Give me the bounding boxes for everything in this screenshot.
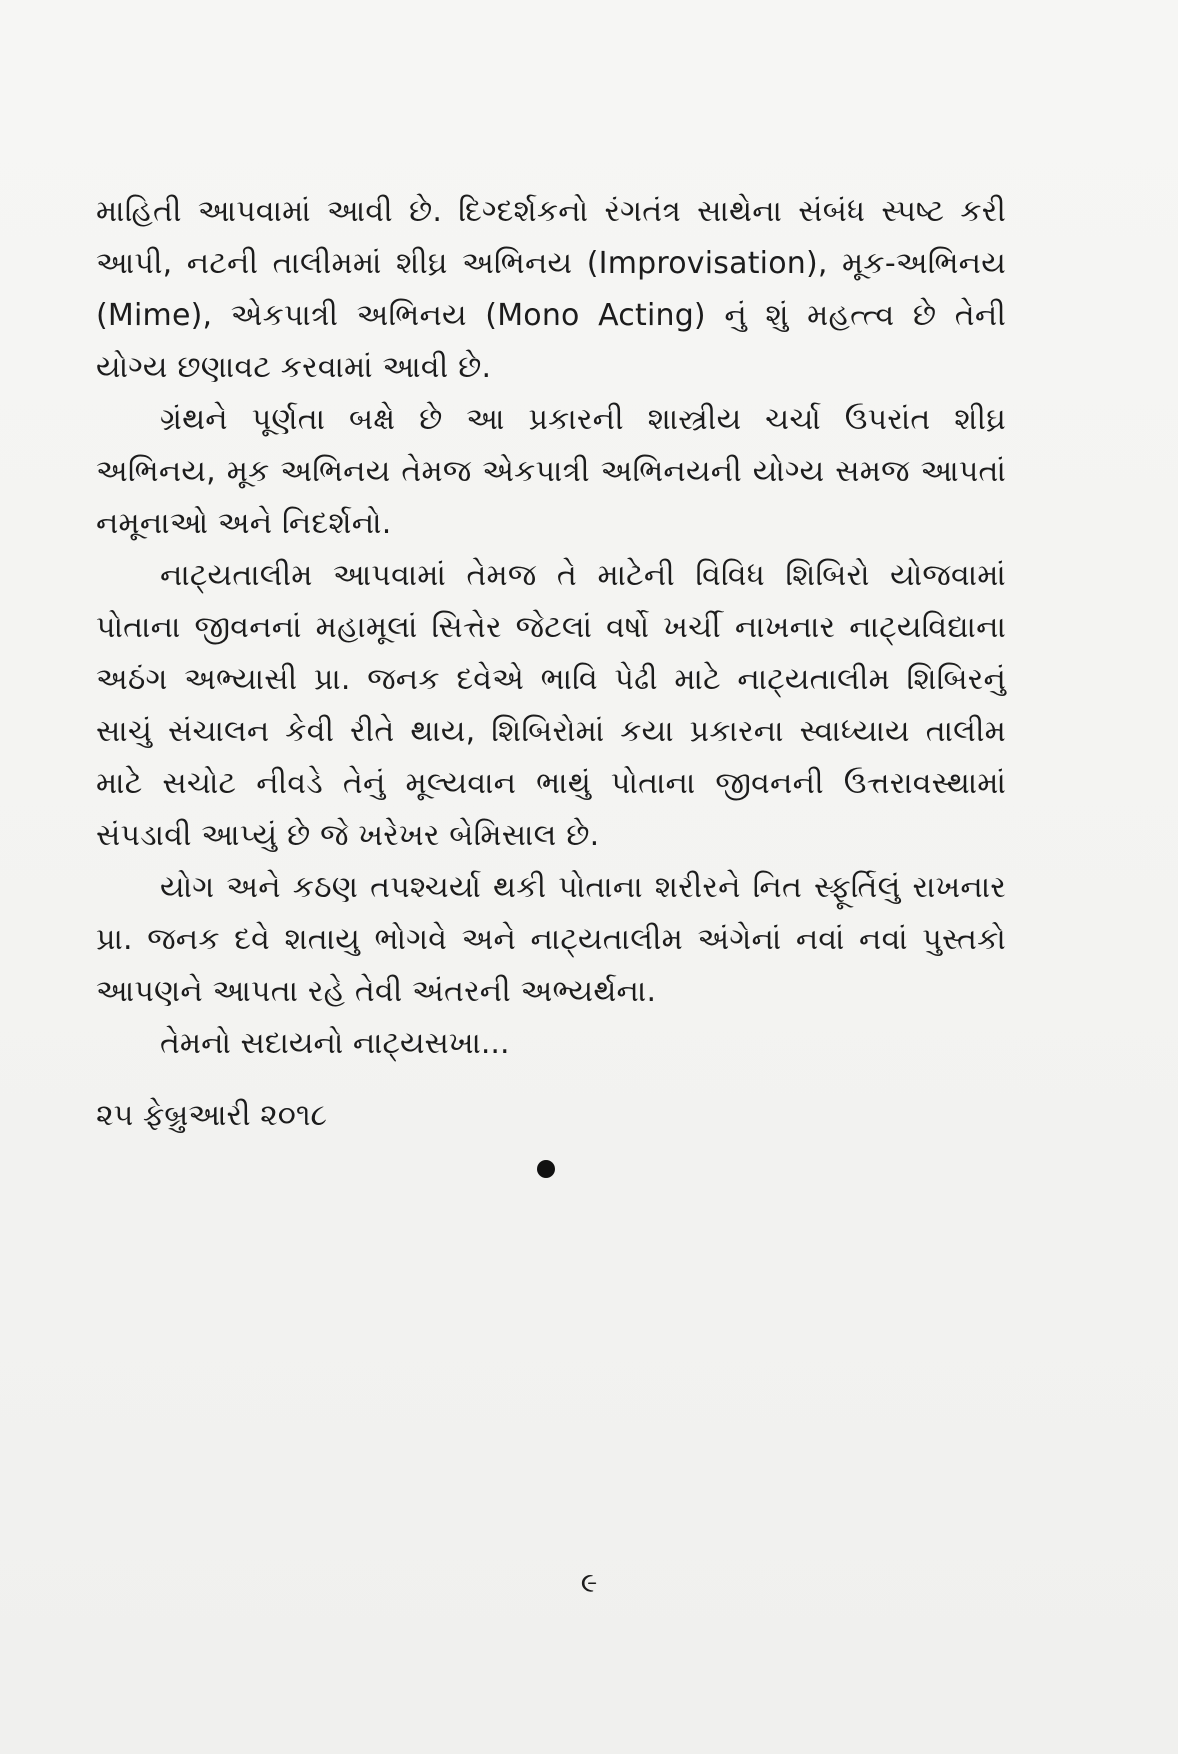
date-line: ૨૫ ફેબ્રુઆરી ૨૦૧૮ (96, 1098, 328, 1133)
paragraph-3: નાટ્યતાલીમ આપવામાં તેમજ તે માટેની વિવિધ શિબિરો યોજવામાં પોતાના જીવનનાં મહામૂલાં સિત્તેર જેટલાં વર્ષો ખર્ચી નાખનાર નાટ્યવિદ્યાના અઠંગ અભ્યાસી પ્રા. જનક દવેએ ભાવિ પેઢી માટે નાટ્યતાલીમ શિબિરનું સાચું સંચાલન કેવી રીતે થાય, શિબિરોમાં કયા પ્રકારના સ્વાધ્યાય તાલીમ માટે સચોટ નીવડે તેનું મૂલ્યવાન ભાથું પોતાના જીવનની ઉત્તરાવસ્થામાં સંપડાવી આપ્યું છે જે ખરેખર બેમિસાલ છે. (96, 558, 1006, 853)
paragraph-4: યોગ અને કઠણ તપશ્ચર્યા થકી પોતાના શરીરને નિત સ્ફૂર્તિલું રાખનાર પ્રા. જનક દવે શતાયુ ભોગવે અને નાટ્યતાલીમ અંગેનાં નવાં નવાં પુસ્તકો આપણને આપતા રહે તેવી અંતરની અભ્યર્થના. (96, 870, 1006, 1009)
body-text (96, 186, 1006, 1070)
paragraph-2: ગ્રંથને પૂર્ણતા બક્ષે છે આ પ્રકારની શાસ્ત્રીય ચર્ચા ઉપરાંત શીઘ્ર અભિનય, મૂક અભિનય તેમજ એકપાત્રી અભિનયની યોગ્ય સમજ આપતાં નમૂનાઓ અને નિદર્શનો. (96, 402, 1006, 541)
paragraph-1: માહિતી આપવામાં આવી છે. દિગ્દર્શકનો રંગતંત્ર સાથેના સંબંધ સ્પષ્ટ કરી આપી, નટની તાલીમમાં શીઘ્ર અભિનય (Improvisation), મૂક-અભિનય (Mime), એકપાત્રી અભિનય (Mono Acting) નું શું મહત્ત્વ છે તેની યોગ્ય છણાવટ કરવામાં આવી છે. (96, 194, 1006, 385)
section-end-bullet-icon (537, 1160, 555, 1178)
page-number: ૯ (580, 1566, 598, 1599)
signoff-line: તેમનો સદાયનો નાટ્યસખા... (160, 1026, 510, 1061)
